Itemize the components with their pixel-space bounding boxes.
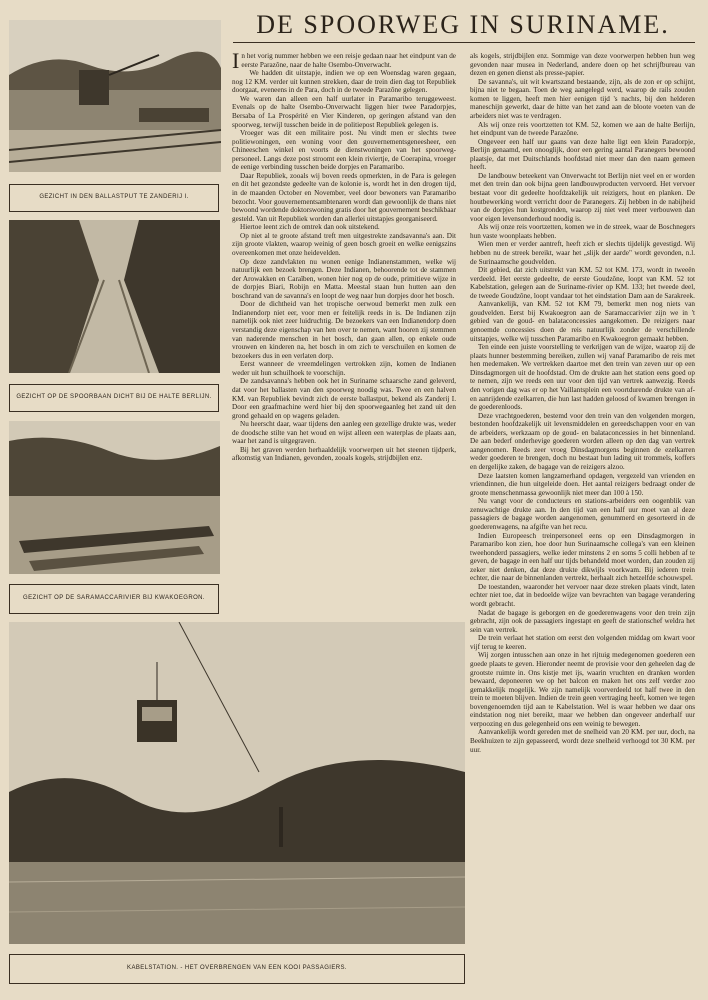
spoorbaan-illustration [9, 220, 220, 373]
paragraph: Dit gebied, dat zich uitstrekt van KM. 52 tot KM. 173, wordt in tweeën verdeeld. Het eerste gedeelte, de eerste Goudzône, loopt van KM. 52 tot Kabelstation, gelegen aan de Suriname-rivier op KM. 133; het tweede deel, de tweede Goudzône, loopt vandaar tot het eindstation Dam aan de Sarakreek. [470, 266, 695, 300]
paragraph: Bij het graven werden herhaaldelijk voorwerpen uit het steenen tijdperk, afkomstig van Indianen, gevonden, zooals kogels, strijdbijlen enz. [232, 445, 456, 463]
photo-saramaccarivier [9, 421, 220, 574]
caption-saramaccarivier: GEZICHT OP DE SARAMACCARIVIER BIJ KWAKOEGRON. [9, 584, 219, 614]
photo-spoorbaan-berlijn [9, 220, 220, 373]
paragraph: als kogels, strijdbijlen enz. Sommige van deze voorwerpen hebben hun weg gevonden naar musea in Nederland, andere doen op het schrijfbureau van dezen en genen dienst als presse-papier. [470, 52, 695, 78]
drop-cap: I [232, 52, 240, 73]
photo-ballastput [9, 20, 221, 172]
paragraph: Op deze zandvlakten nu wonen eenige Indianenstammen, welke wij natuurlijk een bezoek brengen. Deze Indianen, behoorende tot de stammen der Arowakken en Caraïben, wonen hier nog op de oude, primitieve wijze in de dorpjes Biari, Robijn en Matta. Meestal staan hun hutten aan den boschrand van de savanna's en loopt de weg naar hun dorpjes door het bosch. [232, 257, 456, 300]
saramacca-illustration [9, 421, 220, 574]
paragraph: Nu vangt voor de conducteurs en stations-arbeiders een oogenblik van zenuwachtige drukte aan. In den tijd van een half uur moet van al deze passagiers de bagage worden aangenomen, genummerd en gesorteerd in de goederenwagens, na afgifte van het recu. [470, 497, 695, 531]
ballastput-illustration [9, 20, 221, 172]
paragraph: De toestanden, waaronder het vervoer naar deze streken plaats vindt, laten echter niet toe, dat in bedoelde wijze van bevrachten van bagage verandering wordt gebracht. [470, 582, 695, 608]
paragraph: We waren dan alleen een half uurlater in Paramaribo teruggeweest. Evenals op de halte Osembo-Onverwacht liggen hier twee Paradorpjes, Bersaba of La Prospérité en Vier Kinderen, op geringen afstand van den spoorweg, terwijl tusschen beide in de politiepost Republiek gelegen is. [232, 94, 456, 129]
paragraph: Daar Republiek, zooals wij boven reeds opmerkten, in de Para is gelegen en dit het gezondste gedeelte van de kolonie is, wordt het in den drogen tijd, in de maanden October en November, veel door bewoners van Paramaribo bezocht. Voor gouvernementsambtenaren wordt dan gewoonlijk de thans niet bewoond wordende doktorswoning gratis door het gouvernement beschikbaar gesteld. Van uit Republiek worden dan allerlei uitstapjes georganiseerd. [232, 171, 456, 223]
paragraph: Wij zorgen intusschen aan onze in het rijtuig medegenomen goederen een goede plaats te geven. Hieronder neemt de provisie voor den geheelen dag de grootste ruimte in. Ons kistje met ijs, waarin vruchten en dranken worden bewaard, deponeeren we op het balcon en maken het ons zelf verder zoo gemakkelijk mogelijk. We zijn namelijk voorverdeeld tot half twee in den trein te moeten blijven. Indien de trein geen vertraging heeft, komen we tegen bovengenoemden tijd aan te Kabelstation. Wel is waar hebben we daar ons eindstation nog niet bereikt, maar we hebben dan ongeveer anderhalf uur verpoozing en dus gelegenheid ons een weinig te bewegen. [470, 651, 695, 728]
title-rule [233, 42, 695, 43]
caption-spoorbaan-berlijn: GEZICHT OP DE SPOORBAAN DICHT BIJ DE HALTE BERLIJN. [9, 384, 219, 412]
kabelstation-illustration [9, 622, 465, 944]
paragraph: Door de dichtheid van het tropische oerwoud bemerkt men zulk een Indianendorp niet eer, voor men er feitelijk reeds in is. De Indianen zijn namelijk ook niet zeer luidruchtig. De bezoekers van een Indianendorp doen verstandig deze eigenschap van hen over te nemen, want hooren zij stemmen van naderende menschen in het bosch, dan gaan allen, op enkele oude vrouwen en kinderen na, het bosch in om zich te verschuilen en komen de bezoekers dus in een verlaten dorp. [232, 300, 456, 360]
paragraph: Ongeveer een half uur gaans van deze halte ligt een klein Paradorpje, Berlijn genaamd, een onooglijk, door een gering aantal Paranegers bewoond plaatsje, dat met Duitschlands hoofdstad niet meer dan den naam gemeen heeft. [470, 137, 695, 172]
paragraph: Eerst wanneer de vreemdelingen vertrokken zijn, komen de Indianen weder uit hun schuilhoek te voorschijn. [232, 360, 456, 377]
caption-ballastput: GEZICHT IN DEN BALLASTPUT TE ZANDERIJ I. [9, 184, 219, 212]
paragraph: Vroeger was dit een militaire post. Nu vindt men er slechts twee politiewoningen, een woning voor den gouvernementsgeneesheer, een Chineeschen winkel en voorts de dienstwoningen van het spoorweg-personeel. Langs deze post stroomt een klein riviertje, de Coerapina, vroeger de eenige verbinding tusschen beide dorpjes en Paramaribo. [232, 129, 456, 172]
caption-kabelstation: KABELSTATION. - HET OVERBRENGEN VAN EEN KOOI PASSAGIERS. [9, 954, 465, 984]
paragraph: Wien men er verder aantreft, heeft zich er slechts tijdelijk gevestigd. Wij hebben nu de streek bereikt, waar het „slijk der aarde" wordt gevonden, n.l. de Surinaamsche goudvelden. [470, 240, 695, 266]
paragraph: De zandsavanna's hebben ook het in Suriname schaarsche zand geleverd, dat voor het ballasten van den spoorweg noodig was. Twee en een halven KM. van Republiek bevindt zich de eerste ballastput, bekend als Zanderij I. Door een graafmachine werd hier bij den spoorwegaanleg het zand uit den grond gehaald en op wagens geladen. [232, 377, 456, 420]
paragraph: Als wij onze reis voortzetten tot KM. 52, komen we aan de halte Berlijn, het eindpunt van de tweede Parazône. [470, 120, 695, 138]
paragraph: Aanvankelijk, van KM. 52 tot KM 79, bemerkt men nog niets van goudvelden. Eerst bij Kwakoegron aan de Saramaccarivier zijn we in 't gebied van de goud- en balataconcessies aangekomen. De reizigers naar genoemde concessies doen de reis natuurlijk zonder de verschillende uitstapjes, welke wij tusschen Paramaribo en Kwakoegron gemaakt hebben. [470, 300, 695, 343]
paragraph: Aanvankelijk wordt gereden met de snelheid van 20 KM. per uur, doch, na Beekhuizen te zijn gepasseerd, wordt deze snelheid verhoogd tot 30 KM. per uur. [470, 728, 695, 754]
paragraph: We hadden dit uitstapje, indien we op een Woensdag waren gegaan, nog 12 KM. verder uit kunnen strekken, daar de trein dien dag tot Republiek doorgaat, eveneens in de Para, doch in de tweede Parazône gelegen. [232, 69, 456, 95]
paragraph: Als wij onze reis voortzetten, komen we in de streek, waar de Boschnegers hun vaste woonplaats hebben. [470, 223, 695, 240]
article-title: DE SPOORWEG IN SURINAME. [256, 10, 670, 39]
paragraph: Deze laatsten komen langzamerhand opdagen, vergezeld van vrienden en vriendinnen, die hun uitgeleide doen. Het aantal reizigers bedraagt onder de groote menschenmassa gewoonlijk niet meer dan 100 à 150. [470, 471, 695, 497]
paragraph: n het vorig nummer hebben we een reisje gedaan naar het eindpunt van de eerste Parazône, naar de halte Osembo-Onverwacht. [241, 52, 456, 69]
paragraph: De landbouw beteekent van Onverwacht tot Berlijn niet veel en er worden met den trein dan ook bijna geen landbouwproducten vervoerd. Het vervoer bestaat voor dit gedeelte hoofdzakelijk uit reizigers, hout en planken. De houtbewerking wordt verricht door de Paranegers. Zij hebben in de nabijheid van de dorpjes hun kostgronden, waarop zij niet veel meer verbouwen dan voor eigen levensonderhoud noodig is. [470, 171, 695, 223]
paragraph: Indien Europeesch treinpersoneel eens op een Dinsdagmorgen in Paramaribo kon zien, hoe door hun Surinaamsche collega's van een kleinen tweehonderd passagiers, welke ieder minstens 2 en soms 5 colli hebben af te geven, de bagage in een half uur tijds behandeld moet worden, dan zouden zij zeker niet denken, dat deze drukte dikwijls voorkwam. Bij iederen trein echter, die naar de binnenlanden vertrekt, herhaalt zich hetzelfde schouwspel. [470, 531, 695, 583]
photo-kabelstation [9, 622, 465, 944]
paragraph: Deze vrachtgoederen, bestemd voor den trein van den volgenden morgen, bestonden hoofdzakelijk uit levensmiddelen en gereedschappen voor en van de arbeiders, werkzaam op de goud- en balataconcessies in het binnenland. De aan bederf onderhevige goederen worden alleen op den dag van vertrek aangenomen. Reeds zeer vroeg Dinsdagmorgens beginnen de ezelkarren weder goederen te brengen, doch nu bestaat hun lading uit trommels, koffers en dergelijke zaken, de bagage van de reizigers alzoo. [470, 411, 695, 471]
paragraph: Op niet al te groote afstand treft men uitgestrekte zandsavanna's aan. Dit zijn groote vlakten, waarop weinig of geen bosch groeit en welke eenigszins overeenkomen met onze heidevelden. [232, 231, 456, 257]
paragraph: Ten einde een juiste voorstelling te verkrijgen van de wijze, waarop zij de plaats hunner bestemming bereiken, zullen wij vanaf Paramaribo de reis met hen medemaken. We vertrekken daartoe met den trein van zeven uur op een Dinsdagmorgen uit de hoofdstad. Om de drukte aan het station eens goed op te nemen, zijn we reeds een uur voor den tijd van vertrek aanwezig. Reeds den vorigen dag was er op het Vaillantsplein een voortdurende drukte van af- en aanrijdende ezelkarren, die hun last hadden geloosd of kwamen brengen in de goederenloods. [470, 343, 695, 412]
paragraph: Hiertoe leent zich de omtrek dan ook uitstekend. [240, 223, 380, 232]
text-column-2 [470, 52, 695, 982]
paragraph: De trein verlaat het station om eerst den volgenden middag om kwart voor vijf terug te keeren. [470, 634, 695, 651]
text-column-1 [232, 52, 456, 617]
paragraph: Nu heerscht daar, waar tijdens den aanleg een gezellige drukte was, weder de doodsche stilte van het woud en wijst alleen een waterplas de plaats aan, waar het zand is uitgegraven. [232, 420, 456, 446]
paragraph: De savanna's, uit wit kwartszand bestaande, zijn, als de zon er op schijnt, bijna niet te begaan. Toen de weg aangelegd werd, waarop de rails zouden komen te liggen, heeft men hier eenigen tijd 's nachts, bij den helderen maneschijn gewerkt, daar de hitte van het zand aan de bloote voeten van de arbeiders niet was te verdragen. [470, 77, 695, 120]
paragraph: Nadat de bagage is geborgen en de goederenwagens voor den trein zijn gebracht, zijn ook de passagiers ingestapt en geeft de stationschef weldra het sein van vertrek. [470, 608, 695, 634]
